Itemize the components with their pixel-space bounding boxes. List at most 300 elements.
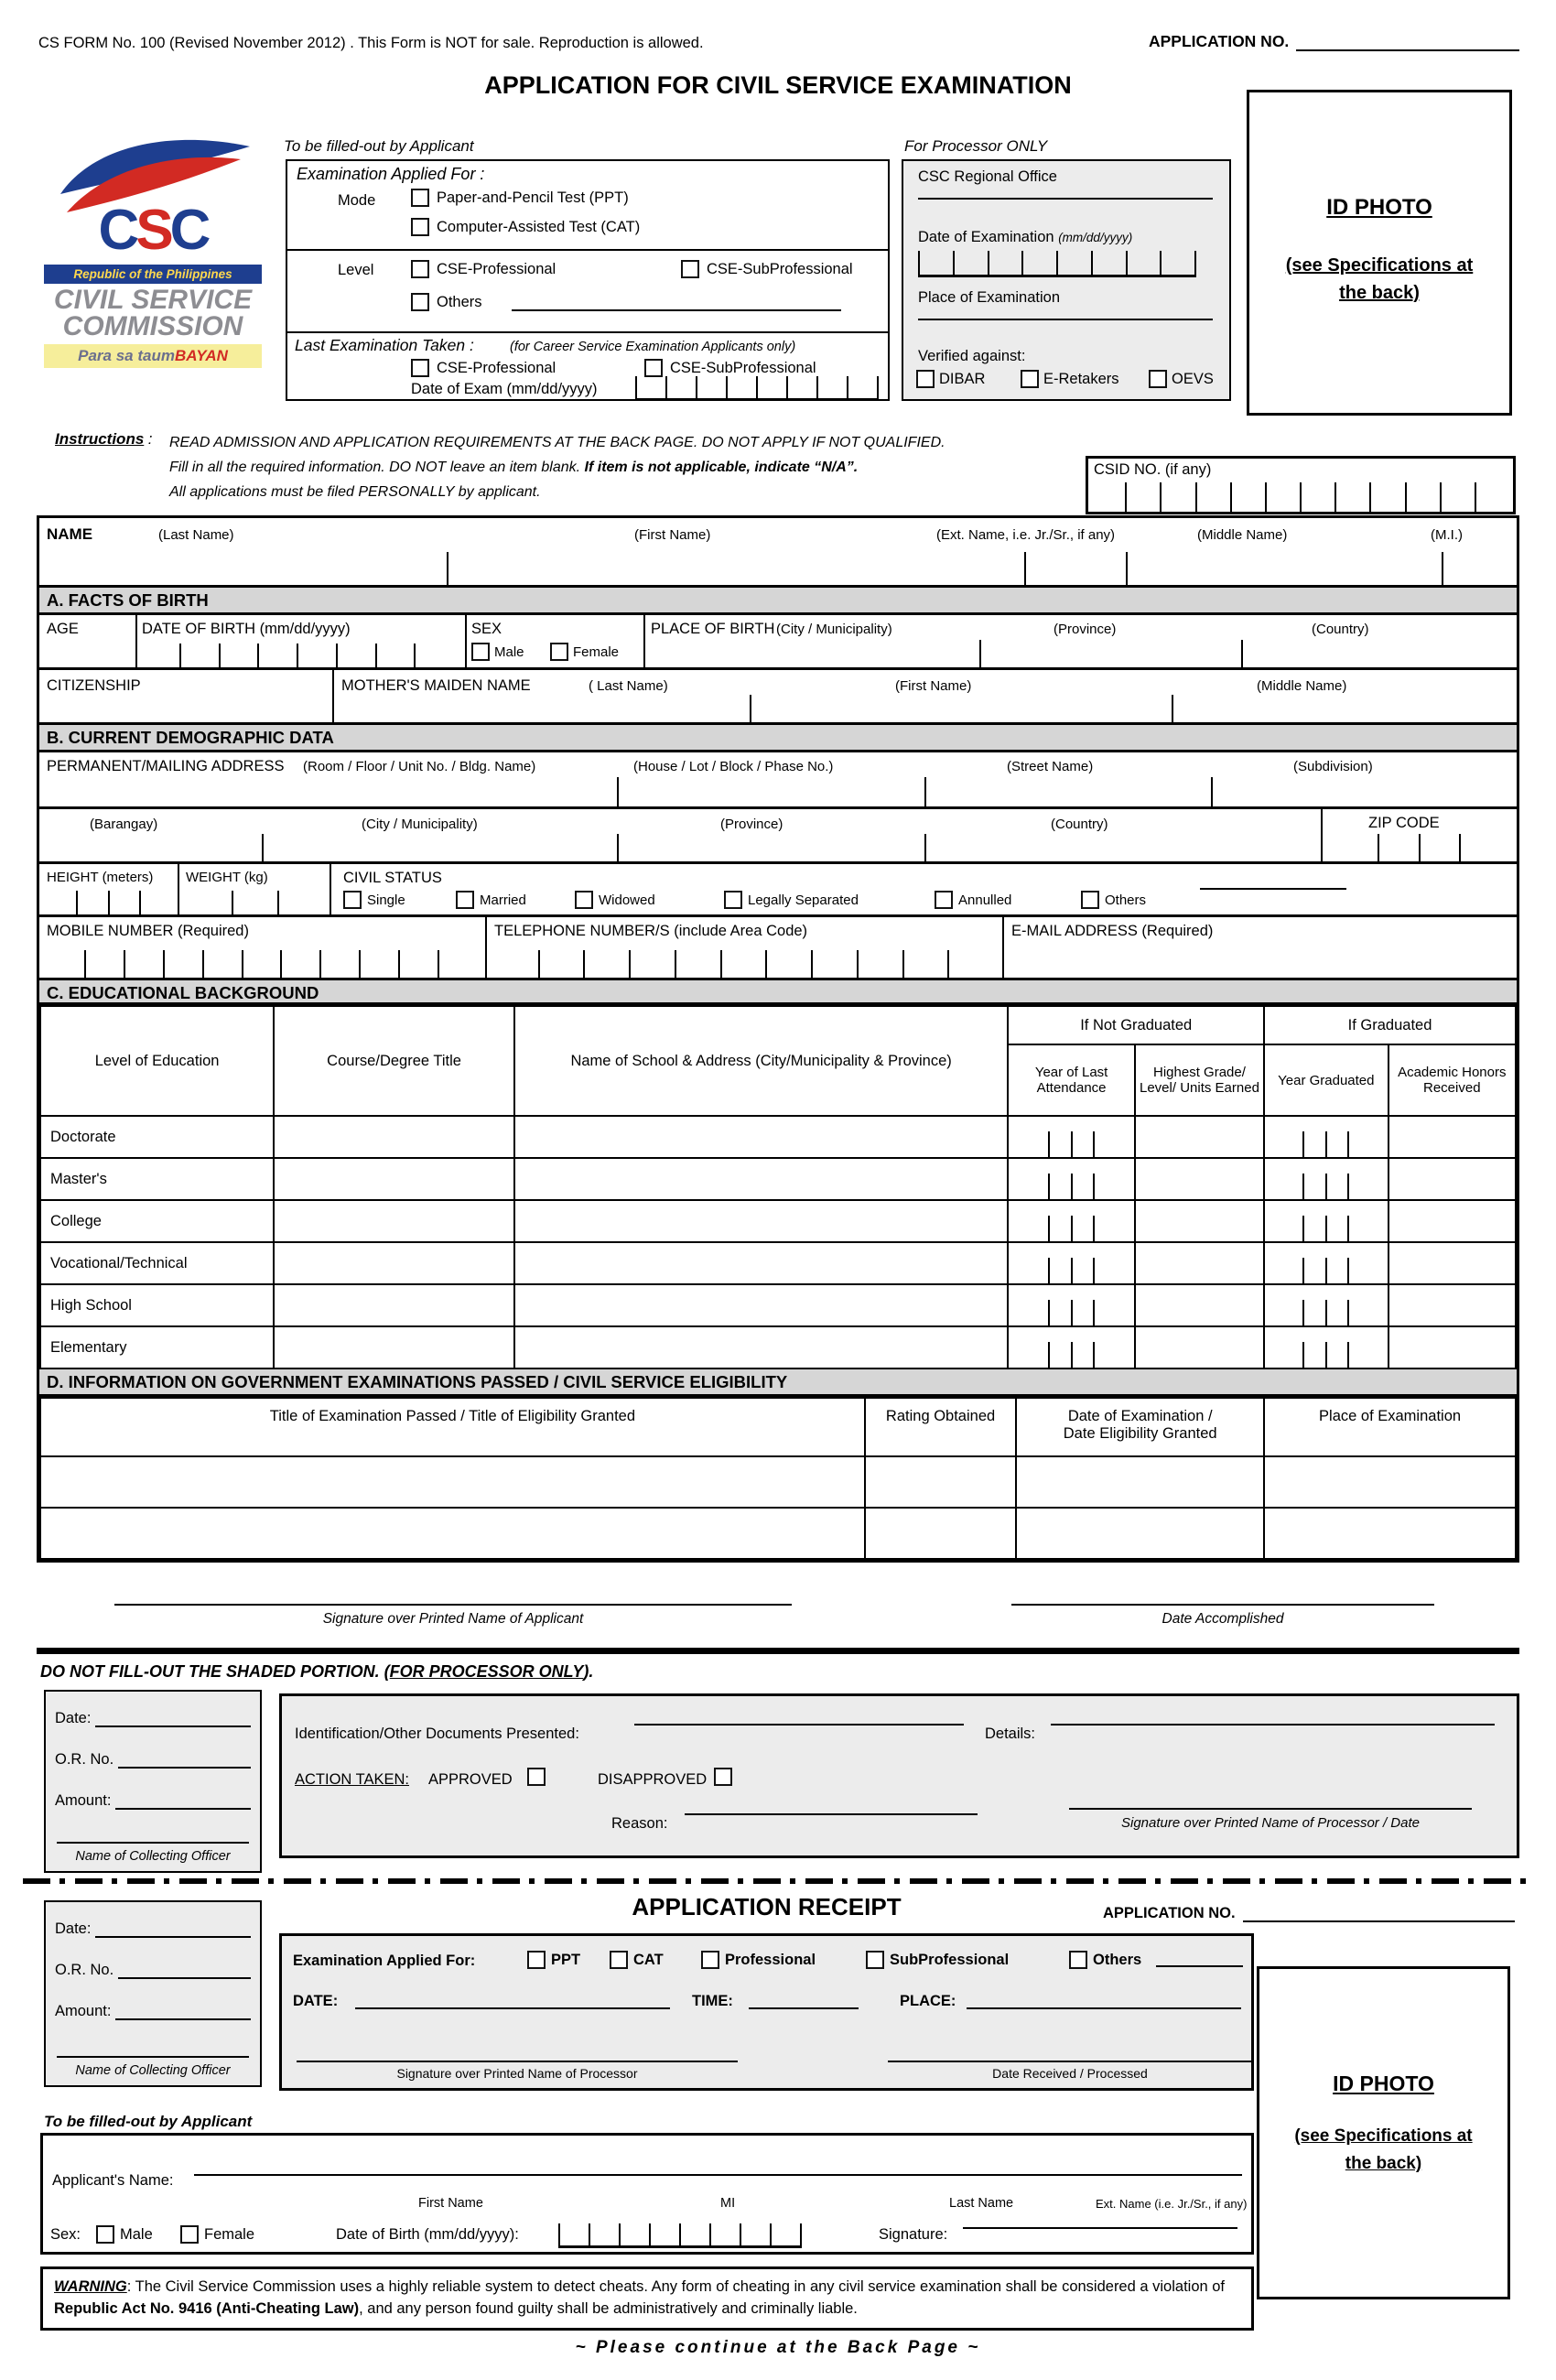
processor-date-exam-label: Date of Examination (mm/dd/yyyy) <box>918 229 1133 245</box>
edu-course-cell[interactable] <box>274 1242 514 1284</box>
address2-divider-tick <box>924 834 926 861</box>
csc-wordmark: CSC <box>98 199 208 262</box>
receipt-others-label: Others <box>1093 1951 1142 1968</box>
instructions-line1: READ ADMISSION AND APPLICATION REQUIREMENTS AT THE BACK PAGE. DO NOT APPLY IF NOT QUALIFIED. <box>169 435 945 450</box>
bottom-male-label: Male <box>120 2225 153 2243</box>
oevs-checkbox[interactable] <box>1149 370 1167 388</box>
collect-date-line[interactable] <box>95 1711 251 1727</box>
warning-text1: : The Civil Service Commission uses a highly reliable system to detect cheats. Any form of cheating in any civil service examination shall be considered a violation of <box>126 2278 1226 2295</box>
do-not-fill-note: DO NOT FILL-OUT THE SHADED PORTION. (FOR PROCESSOR ONLY). <box>40 1662 594 1681</box>
processor-signature-line[interactable] <box>1069 1808 1472 1810</box>
receipt-subprofessional-checkbox[interactable] <box>866 1951 884 1969</box>
receipt-ppt-checkbox[interactable] <box>527 1951 546 1969</box>
regional-office-line[interactable] <box>918 198 1213 200</box>
id-docs-line[interactable] <box>634 1724 964 1726</box>
cs-others-line[interactable] <box>1200 888 1346 890</box>
cse-professional-checkbox[interactable] <box>411 260 429 278</box>
id-photo-note2: the back) <box>1339 283 1420 303</box>
exam-applied-box <box>286 159 890 401</box>
receipt-application-no <box>1103 1904 1515 1922</box>
id-photo-title: ID PHOTO <box>1333 2072 1434 2095</box>
edu-school-cell[interactable] <box>514 1242 1008 1284</box>
edu-highest-cell[interactable] <box>1135 1326 1264 1368</box>
edu-course-cell[interactable] <box>274 1284 514 1326</box>
applicant-signature-line[interactable] <box>114 1604 792 1606</box>
processor-box <box>902 159 1231 401</box>
divider <box>1002 917 1004 978</box>
edu-yearlast-cell[interactable] <box>1008 1158 1134 1200</box>
details-line[interactable] <box>1051 1724 1495 1726</box>
edu-yeargrad-comb[interactable] <box>1282 1300 1370 1325</box>
ppt-checkbox[interactable] <box>411 189 429 207</box>
address-label: PERMANENT/MAILING ADDRESS <box>47 758 285 774</box>
address-room-caption: (Room / Floor / Unit No. / Bldg. Name) <box>303 759 536 774</box>
edu-col-honors: Academic Honors Received <box>1389 1044 1516 1116</box>
name-divider-tick <box>1442 552 1443 585</box>
address-divider-tick <box>617 777 619 806</box>
edu-col-course: Course/Degree Title <box>274 1006 514 1116</box>
edu-honors-cell[interactable] <box>1389 1242 1516 1284</box>
name-first-caption: (First Name) <box>634 527 711 543</box>
edu-yearlast-comb[interactable] <box>1028 1174 1116 1199</box>
instructions-colon: : <box>147 430 153 448</box>
single-checkbox[interactable] <box>343 891 362 909</box>
eligibility-row <box>40 1456 1516 1508</box>
processor-only-note: For Processor ONLY <box>904 137 1048 155</box>
receipt-application-no-line[interactable] <box>1243 1904 1515 1922</box>
elig-rating-cell[interactable] <box>865 1456 1016 1508</box>
country-caption: (Country) <box>1051 817 1108 832</box>
sex-label: SEX <box>471 621 502 637</box>
receipt-box <box>279 1933 1254 2091</box>
name-row[interactable] <box>39 518 1517 588</box>
date-of-exam-comb[interactable] <box>635 376 879 401</box>
weight-comb[interactable] <box>189 891 322 914</box>
edu-col-year-last: Year of Last Attendance <box>1008 1044 1134 1116</box>
divider <box>332 670 334 722</box>
cs-separated-option <box>724 891 859 909</box>
eretakers-option <box>1021 370 1119 388</box>
married-label: Married <box>480 892 526 908</box>
name-divider-tick <box>447 552 448 585</box>
collecting-officer-box <box>44 1690 262 1873</box>
receipt-title: APPLICATION RECEIPT <box>632 1893 902 1920</box>
cap-last-name: Last Name <box>949 2196 1014 2211</box>
elig-title-cell[interactable] <box>40 1456 865 1508</box>
widowed-checkbox[interactable] <box>575 891 593 909</box>
dob-comb[interactable] <box>142 644 453 667</box>
edu-col-year-grad: Year Graduated <box>1264 1044 1388 1116</box>
warning-box <box>40 2266 1254 2331</box>
eretakers-label: E-Retakers <box>1043 370 1119 387</box>
receipt-professional-label: Professional <box>725 1951 816 1968</box>
last-cse-professional-checkbox[interactable] <box>411 359 429 377</box>
height-comb[interactable] <box>47 891 170 914</box>
edu-yeargrad-comb[interactable] <box>1282 1258 1370 1283</box>
edu-school-cell[interactable] <box>514 1284 1008 1326</box>
pob-country-caption: (Country) <box>1312 622 1369 637</box>
divider <box>485 917 487 978</box>
collect-or-label: O.R. No. <box>55 1962 114 1978</box>
cse-subprofessional-checkbox[interactable] <box>681 260 699 278</box>
application-no <box>1149 31 1519 51</box>
collect-or-line[interactable] <box>118 1963 251 1979</box>
disapproved-checkbox[interactable] <box>714 1768 732 1786</box>
details-label: Details: <box>985 1726 1036 1742</box>
receipt-application-no-label: APPLICATION NO. <box>1103 1905 1236 1921</box>
dibar-option <box>916 370 985 388</box>
ppt-label: Paper-and-Pencil Test (PPT) <box>437 189 629 206</box>
last-cse-subprofessional-checkbox[interactable] <box>644 359 663 377</box>
name-mi-caption: (M.I.) <box>1431 527 1463 543</box>
collect-amount-label: Amount: <box>55 1792 112 1809</box>
edu-yearlast-comb[interactable] <box>1028 1131 1116 1157</box>
eretakers-checkbox[interactable] <box>1021 370 1039 388</box>
bottom-male-checkbox[interactable] <box>96 2225 114 2244</box>
edu-yearlast-cell[interactable] <box>1008 1326 1134 1368</box>
female-checkbox[interactable] <box>550 643 568 661</box>
receipt-time-label: TIME: <box>692 1993 733 2009</box>
last-cse-subprofessional-label: CSE-SubProfessional <box>670 359 816 376</box>
collect-or-line[interactable] <box>118 1752 251 1769</box>
receipt-processor-sig-caption: Signature over Printed Name of Processor <box>396 2066 638 2081</box>
level-subprof-option <box>681 260 853 278</box>
processor-date-comb[interactable] <box>918 251 1196 277</box>
last-exam-label: Last Examination Taken : <box>295 336 474 354</box>
education-table <box>39 1005 1517 1369</box>
facts-of-birth-row1[interactable] <box>39 615 1517 670</box>
facts-of-birth-row2[interactable] <box>39 670 1517 725</box>
pob-divider-tick <box>1241 640 1243 667</box>
collect-date-line[interactable] <box>95 1921 251 1938</box>
city-caption: (City / Municipality) <box>362 817 478 832</box>
csc-regional-office-label: CSC Regional Office <box>918 168 1057 185</box>
date-accomplished-line[interactable] <box>1011 1604 1434 1606</box>
level-others-option <box>411 293 482 311</box>
last-exam-note: (for Career Service Examination Applicants only) <box>510 340 796 354</box>
elig-place-cell[interactable] <box>1264 1508 1516 1559</box>
education-row-college <box>40 1200 1516 1242</box>
edu-yearlast-comb[interactable] <box>1028 1216 1116 1241</box>
main-form <box>37 515 1519 1563</box>
dibar-checkbox[interactable] <box>916 370 935 388</box>
collect-date-label: Date: <box>55 1920 92 1937</box>
bottom-female-checkbox[interactable] <box>180 2225 199 2244</box>
cs-others-checkbox[interactable] <box>1081 891 1099 909</box>
edu-yearlast-cell[interactable] <box>1008 1200 1134 1242</box>
id-photo-note2: the back) <box>1345 2154 1422 2173</box>
edu-col-highest: Highest Grade/ Level/ Units Earned <box>1135 1044 1264 1116</box>
reason-line[interactable] <box>685 1813 978 1815</box>
citizenship-label: CITIZENSHIP <box>47 677 141 694</box>
section-d-header: D. INFORMATION ON GOVERNMENT EXAMINATIONS PASSED / CIVIL SERVICE ELIGIBILITY <box>39 1369 1517 1397</box>
address-house-caption: (House / Lot / Block / Phase No.) <box>633 759 834 774</box>
receipt-date-label: DATE: <box>293 1993 339 2009</box>
cap-first-name: First Name <box>418 2196 483 2211</box>
edu-school-cell[interactable] <box>514 1200 1008 1242</box>
bottom-dob-comb[interactable] <box>558 2223 802 2248</box>
elig-date-cell[interactable] <box>1016 1456 1264 1508</box>
receipt-cat-option <box>610 1951 664 1969</box>
height-label: HEIGHT (meters) <box>47 870 154 885</box>
bottom-sex-label: Sex: <box>50 2226 81 2243</box>
receipt-time-line[interactable] <box>749 2007 859 2009</box>
edu-highest-cell[interactable] <box>1135 1158 1264 1200</box>
place-of-exam-label: Place of Examination <box>918 289 1061 306</box>
elig-col-title: Title of Examination Passed / Title of Eligibility Granted <box>40 1398 865 1456</box>
edu-yeargrad-comb[interactable] <box>1282 1174 1370 1199</box>
divider <box>1321 809 1323 861</box>
edu-group-graduated: If Graduated <box>1264 1006 1516 1044</box>
id-photo-box-receipt <box>1257 1966 1510 2299</box>
edu-yeargrad-comb[interactable] <box>1282 1216 1370 1241</box>
cut-line <box>23 1878 1533 1884</box>
receipt-others-checkbox[interactable] <box>1069 1951 1087 1969</box>
edu-yeargrad-cell[interactable] <box>1264 1326 1388 1368</box>
zip-label: ZIP CODE <box>1368 815 1440 831</box>
name-last-caption: (Last Name) <box>158 527 234 543</box>
divider <box>465 615 467 667</box>
collect-amount-line[interactable] <box>115 1793 251 1810</box>
last-subprof-option <box>644 359 816 377</box>
receipt-professional-checkbox[interactable] <box>701 1951 719 1969</box>
id-photo-box <box>1247 90 1512 416</box>
mode-label: Mode <box>338 192 376 209</box>
collecting-officer-box-receipt <box>44 1900 262 2087</box>
collecting-officer-line[interactable] <box>57 2056 249 2058</box>
male-checkbox[interactable] <box>471 643 490 661</box>
edu-honors-cell[interactable] <box>1389 1284 1516 1326</box>
zip-comb[interactable] <box>1339 834 1499 861</box>
collect-amount-label: Amount: <box>55 2003 112 2019</box>
warning-label: WARNING <box>54 2278 127 2295</box>
edu-course-cell[interactable] <box>274 1200 514 1242</box>
applicant-name-label: Applicant's Name: <box>52 2172 174 2189</box>
education-row-masters <box>40 1158 1516 1200</box>
csid-comb[interactable] <box>1092 482 1509 512</box>
instructions-line2: Fill in all the required information. DO NOT leave an item blank. If item is not applicable, indicate “N/A”. <box>169 460 859 475</box>
oevs-label: OEVS <box>1172 370 1214 387</box>
csid-label: CSID NO. (if any) <box>1094 461 1212 478</box>
cs-annulled-option <box>935 891 1011 909</box>
eligibility-table <box>39 1397 1517 1560</box>
receipt-others-line[interactable] <box>1156 1965 1243 1967</box>
mother-middle-caption: (Middle Name) <box>1257 678 1347 694</box>
others-checkbox[interactable] <box>411 293 429 311</box>
mother-divider-tick <box>750 695 751 722</box>
bottom-female-option <box>180 2225 254 2244</box>
others-line[interactable] <box>512 293 841 311</box>
edu-honors-cell[interactable] <box>1389 1116 1516 1158</box>
education-row-highschool <box>40 1284 1516 1326</box>
edu-highest-cell[interactable] <box>1135 1200 1264 1242</box>
edu-course-cell[interactable] <box>274 1158 514 1200</box>
logo-republic-banner: Republic of the Philippines <box>44 265 262 284</box>
approved-checkbox[interactable] <box>527 1768 546 1786</box>
barangay-caption: (Barangay) <box>90 817 158 832</box>
edu-col-school: Name of School & Address (City/Municipality & Province) <box>514 1006 1008 1116</box>
pob-province-caption: (Province) <box>1054 622 1117 637</box>
edu-yearlast-comb[interactable] <box>1028 1300 1116 1325</box>
section-divider-rule <box>37 1648 1519 1654</box>
edu-yeargrad-comb[interactable] <box>1282 1342 1370 1368</box>
mother-divider-tick <box>1172 695 1173 722</box>
height-weight-civil-row[interactable] <box>39 864 1517 917</box>
mother-maiden-label: MOTHER'S MAIDEN NAME <box>341 677 531 694</box>
instructions-line3: All applications must be filed PERSONALLY by applicant. <box>169 484 541 500</box>
cap-ext-name: Ext. Name (i.e. Jr./Sr., if any) <box>1096 2197 1248 2211</box>
csc-logo <box>44 128 262 405</box>
edu-course-cell[interactable] <box>274 1116 514 1158</box>
widowed-label: Widowed <box>599 892 655 908</box>
warning-text2: , and any person found guilty shall be administratively and criminally liable. <box>359 2300 858 2317</box>
receipt-exam-applied-label: Examination Applied For: <box>293 1953 476 1969</box>
action-taken-label: ACTION TAKEN: <box>295 1771 409 1788</box>
cse-professional-label: CSE-Professional <box>437 260 556 277</box>
cap-mi: MI <box>720 2196 736 2211</box>
edu-yearlast-cell[interactable] <box>1008 1242 1134 1284</box>
warning-bold: Republic Act No. 9416 (Anti-Cheating Law) <box>54 2300 360 2317</box>
address-row2[interactable] <box>39 809 1517 864</box>
elig-col-rating: Rating Obtained <box>865 1398 1016 1456</box>
pob-divider-tick <box>979 640 981 667</box>
elig-title-cell[interactable] <box>40 1508 865 1559</box>
edu-yearlast-cell[interactable] <box>1008 1284 1134 1326</box>
edu-yearlast-cell[interactable] <box>1008 1116 1134 1158</box>
receipt-ppt-label: PPT <box>551 1951 581 1968</box>
edu-honors-cell[interactable] <box>1389 1200 1516 1242</box>
disapproved-label: DISAPPROVED <box>598 1771 708 1788</box>
age-label: AGE <box>47 621 79 637</box>
receipt-date-received-line[interactable] <box>888 2061 1252 2062</box>
married-checkbox[interactable] <box>456 891 474 909</box>
collect-or-row <box>55 1962 251 1979</box>
dibar-label: DIBAR <box>939 370 986 387</box>
edu-yeargrad-cell[interactable] <box>1264 1242 1388 1284</box>
bottom-dob-label: Date of Birth (mm/dd/yyyy): <box>336 2226 519 2243</box>
place-of-exam-line[interactable] <box>918 319 1213 320</box>
telephone-comb[interactable] <box>494 950 993 978</box>
receipt-prof-option <box>701 1951 816 1969</box>
collect-amount-line[interactable] <box>115 2004 251 2020</box>
instructions-label: Instructions <box>55 430 145 448</box>
application-no-line[interactable] <box>1296 31 1519 51</box>
id-photo-note1: (see Specifications at <box>1285 255 1474 276</box>
weight-label: WEIGHT (kg) <box>186 870 268 885</box>
id-photo-note1: (see Specifications at <box>1294 2126 1473 2146</box>
collecting-officer-caption: Name of Collecting Officer <box>75 1849 231 1864</box>
applicant-name-line[interactable] <box>194 2174 1242 2176</box>
edu-yeargrad-comb[interactable] <box>1282 1131 1370 1157</box>
logo-tagline: Para sa taumBAYAN <box>44 344 262 368</box>
address-subdivision-caption: (Subdivision) <box>1293 759 1373 774</box>
name-divider-tick <box>1126 552 1128 585</box>
receipt-cat-label: CAT <box>633 1951 664 1968</box>
edu-highest-cell[interactable] <box>1135 1284 1264 1326</box>
edu-yearlast-comb[interactable] <box>1028 1342 1116 1368</box>
form-number-note: CS FORM No. 100 (Revised November 2012) . This Form is NOT for sale. Reproduction is allowed. <box>38 35 704 51</box>
cat-checkbox[interactable] <box>411 218 429 236</box>
legally-separated-checkbox[interactable] <box>724 891 742 909</box>
sex-male-option <box>471 643 524 661</box>
cs-others-label: Others <box>1105 892 1147 908</box>
annulled-checkbox[interactable] <box>935 891 953 909</box>
verified-against-label: Verified against: <box>918 348 1026 364</box>
collect-amount-row <box>55 2003 251 2020</box>
bottom-signature-line[interactable] <box>963 2227 1237 2229</box>
receipt-processor-sig-line[interactable] <box>297 2061 738 2062</box>
receipt-place-line[interactable] <box>967 2007 1241 2009</box>
edu-yearlast-comb[interactable] <box>1028 1258 1116 1283</box>
collect-or-row <box>55 1751 251 1769</box>
exam-applied-label: Examination Applied For : <box>297 165 485 183</box>
receipt-ppt-option <box>527 1951 580 1969</box>
edu-col-level: Level of Education <box>40 1006 274 1116</box>
mobile-comb[interactable] <box>47 950 477 978</box>
edu-course-cell[interactable] <box>274 1326 514 1368</box>
date-of-exam-label: Date of Exam (mm/dd/yyyy) <box>411 381 598 397</box>
elig-col-date: Date of Examination / Date Eligibility Granted <box>1016 1398 1264 1456</box>
receipt-cat-checkbox[interactable] <box>610 1951 628 1969</box>
section-c-header: C. EDUCATIONAL BACKGROUND <box>39 978 1517 1005</box>
edu-school-cell[interactable] <box>514 1116 1008 1158</box>
edu-honors-cell[interactable] <box>1389 1158 1516 1200</box>
collect-date-row <box>55 1920 251 1938</box>
mode-ppt-option <box>411 189 629 207</box>
receipt-subprof-option <box>866 1951 1009 1969</box>
address-street-caption: (Street Name) <box>1007 759 1094 774</box>
last-cse-professional-label: CSE-Professional <box>437 359 556 376</box>
mother-first-caption: (First Name) <box>895 678 972 694</box>
elig-place-cell[interactable] <box>1264 1456 1516 1508</box>
edu-level-label: College <box>40 1200 274 1242</box>
legally-separated-label: Legally Separated <box>748 892 859 908</box>
edu-yeargrad-cell[interactable] <box>1264 1284 1388 1326</box>
edu-yeargrad-cell[interactable] <box>1264 1158 1388 1200</box>
email-label: E-MAIL ADDRESS (Required) <box>1011 923 1214 939</box>
bottom-fill-note: To be filled-out by Applicant <box>44 2113 253 2130</box>
annulled-label: Annulled <box>958 892 1012 908</box>
collect-amount-row <box>55 1792 251 1810</box>
page-title: APPLICATION FOR CIVIL SERVICE EXAMINATION <box>484 71 1072 99</box>
name-label: NAME <box>47 525 93 543</box>
collecting-officer-caption: Name of Collecting Officer <box>75 2063 231 2078</box>
address-row1[interactable] <box>39 752 1517 809</box>
edu-honors-cell[interactable] <box>1389 1326 1516 1368</box>
edu-highest-cell[interactable] <box>1135 1242 1264 1284</box>
male-label: Male <box>494 644 524 660</box>
address2-divider-tick <box>617 834 619 861</box>
edu-yeargrad-cell[interactable] <box>1264 1200 1388 1242</box>
edu-highest-cell[interactable] <box>1135 1116 1264 1158</box>
bottom-female-label: Female <box>204 2225 255 2243</box>
edu-yeargrad-cell[interactable] <box>1264 1116 1388 1158</box>
divider <box>643 615 645 667</box>
mobile-label: MOBILE NUMBER (Required) <box>47 923 249 939</box>
elig-date-cell[interactable] <box>1016 1508 1264 1559</box>
receipt-date-line[interactable] <box>355 2007 670 2009</box>
contact-row[interactable] <box>39 917 1517 978</box>
edu-school-cell[interactable] <box>514 1158 1008 1200</box>
bottom-male-option <box>96 2225 153 2244</box>
collecting-officer-line[interactable] <box>57 1842 249 1844</box>
elig-col-place: Place of Examination <box>1264 1398 1516 1456</box>
edu-school-cell[interactable] <box>514 1326 1008 1368</box>
elig-rating-cell[interactable] <box>865 1508 1016 1559</box>
edu-level-label: Elementary <box>40 1326 274 1368</box>
processor-signature-caption: Signature over Printed Name of Processor / Date <box>1121 1815 1420 1831</box>
cs-others-option <box>1081 891 1146 909</box>
